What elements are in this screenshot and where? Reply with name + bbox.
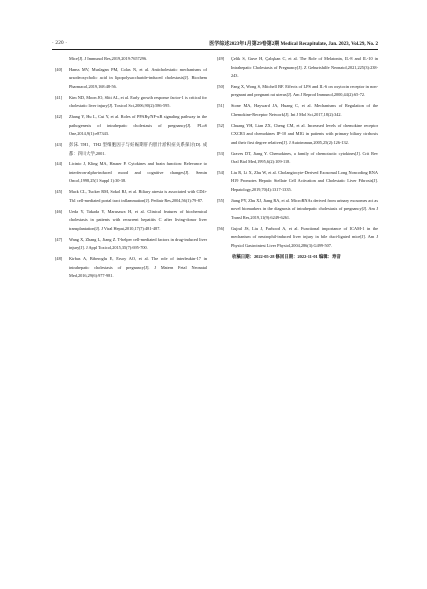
reference-item — [217, 102, 378, 119]
reference-item — [217, 122, 378, 148]
reference-item — [55, 113, 207, 139]
reference-number: [54] — [217, 169, 225, 175]
reference-number: [42] — [55, 114, 63, 120]
reference-text: Gujral JS, Liu J, Farhood A, et al. Functional importance of ICAM-1 in the mechanism of neutrophil-induced liver injury in bile duct-ligated mice[J]. Am J Physiol Gastrointest Liver Physiol,2004,286(3):G499-507. — [231, 225, 378, 248]
reference-text: Kim ND, Moon JO, Slitt AL, et al. Early growth response factor-1 is critical for cholestatic liver injury[J]. Toxicol Sci,2006,90(2):586-595. — [69, 94, 207, 109]
running-header: 医学综述2023年1月第29卷第2期 Medical Recapitulate, Jan. 2023, Vol.29, No. 2 — [209, 42, 378, 47]
reference-text: Çelik S, Guve H, Çalışkan C, et al. The Role of Melatonin, IL-8 and IL-10 in Intrahepatic Cholestasis of Pregnancy[J]. Z Geburtshilfe Neonatol,2021,225(3):238-243. — [231, 56, 378, 78]
reference-text: Liu R, Li X, Zhu W, et al. Cholangiocyte-Derived Exosomal Long Noncoding RNA H19 Promotes Hepatic Stellate Cell Activation and Cholestatic Liver Fibrosis[J]. Hepatology,2019,70(4):1317-1335. — [231, 169, 378, 192]
reference-text: Ueda Y, Takada Y, Marusawa H, et al. Clinical features of biochemical cholestasis in patients with recurrent hepatitis C after living-donor liver transplantation[J]. J Viral Hepat,2010,17(7):481-487. — [69, 208, 207, 231]
reference-text: Fang X, Wong S, Mitchell BF. Effects of LPS and IL-6 on oxytocin receptor in non-pregnant and pregnant rat uterus[J]. Am J Reprod Immunol,2000,44(2):65-72. — [231, 83, 378, 98]
reference-continuation: Mice[J]. J Immunol Res,2019,2019:7657296. — [69, 56, 148, 61]
reference-text: Jiang PY, Zhu XJ, Jiang RA, et al. MicroRNAs derived from urinary exosomes act as novel biomarkers in the diagnosis of intrahepatic cholestasis of pregnancy[J]. Am J Transl Res,2019,11(9):6249-6261. — [231, 197, 378, 220]
reference-text: Hanss MV, Muslagan PM, Colas N, et al. Anticholestatic mechanisms of ursodeoxycholic acid in lipopolysaccharide-induced cholestasis[J]. Biochem Pharmacol,2019,168:48-56. — [69, 66, 207, 89]
reference-number: [49] — [217, 56, 225, 61]
reference-item — [55, 236, 207, 253]
reference-item — [217, 197, 378, 223]
left-column — [55, 55, 207, 283]
reference-item — [217, 55, 378, 81]
reference-item — [55, 66, 207, 92]
reference-text: Wang X, Zhang L, Jiang Z. T-helper cell-mediated factors in drug-induced liver injury[J]. J Appl Toxicol,2015,35(7):695-700. — [69, 236, 207, 251]
reference-item — [217, 83, 378, 100]
reference-number: [53] — [217, 150, 225, 156]
reference-number: [47] — [55, 236, 63, 242]
reference-text: 彭沫. TH1、TH2 型细胞因子与妊娠期肝内胆汁淤积症关系探讨[D]. 成都：四川大学,2001. — [69, 142, 207, 156]
reference-text: Chuang YH, Lian ZX, Cheng CM, et al. Increased levels of chemokine receptor CXCR3 and chemokines IP-10 and MIG in patients with primary biliary cirrhosis and their first degree relatives[J]. J Autoimmun,2005,25(2):126-132. — [231, 122, 378, 145]
reference-number: [56] — [217, 225, 225, 231]
reference-number: [43] — [55, 142, 63, 148]
reference-item — [55, 141, 207, 158]
reference-number: [50] — [217, 83, 225, 89]
reference-number: [45] — [55, 189, 63, 195]
reference-number: [44] — [55, 161, 63, 167]
reference-item — [217, 150, 378, 167]
reference-number: [48] — [55, 256, 63, 262]
reference-item — [55, 94, 207, 111]
reference-item — [217, 169, 378, 195]
page-number: · 220 · — [52, 40, 68, 46]
right-column — [217, 55, 378, 261]
reference-number: [52] — [217, 122, 225, 128]
reference-item — [55, 188, 207, 205]
header-rule — [52, 49, 378, 50]
reference-item — [55, 255, 207, 281]
reference-number: [41] — [55, 94, 63, 100]
reference-number: [55] — [217, 197, 225, 203]
reference-text: Zhang Y, Hu L, Cui Y, et al. Roles of PPARγ/NF-κB signaling pathway in the pathogenesis of intrahepatic cholestasis of pregnancy[J]. PLoS One,2014,9(1):e87343. — [69, 114, 207, 137]
reference-number: [51] — [217, 103, 225, 109]
reference-text: Kirbas A, Biberoglu E, Ersoy AO, et al. The role of interleukin-17 in intrahepatic cholestasis of pregnancy[J]. J Matern Fetal Neonatal Med,2016,29(6):977-981. — [69, 256, 207, 279]
reference-text: Graves DT, Jiang Y. Chemokines, a family of chemotactic cytokines[J]. Crit Rev Oral Biol Med,1995,6(2):109-118. — [231, 150, 378, 165]
reference-item — [217, 225, 378, 251]
reference-text: Mack CL, Tucker RM, Sokol RJ, et al. Biliary atresia is associated with CD4+ Th1 cell-mediated portal tract inflammation[J]. Pediatr Res,2004,56(1):79-87. — [69, 189, 207, 203]
reference-text: Stone MA, Hayward JA, Huang C, et al. Mechanisms of Regulation of the Chemokine-Receptor Network[J]. Int J Mol Sci,2017,18(2):342. — [231, 103, 378, 117]
received-dates: 收稿日期：2022-05-28 修回日期：2022-11-01 编辑：寿音 — [232, 253, 341, 259]
reference-text: Licinio J, Kling MA, Hauser P. Cytokines and brain function: Relevance to interferon-alpha-induced mood and cognitive changes[J]. Semin Oncol,1998,25(1 Suppl 1):30-38. — [69, 161, 207, 184]
reference-item — [55, 160, 207, 186]
reference-number: [40] — [55, 66, 63, 72]
reference-item — [55, 208, 207, 234]
reference-number: [46] — [55, 208, 63, 214]
